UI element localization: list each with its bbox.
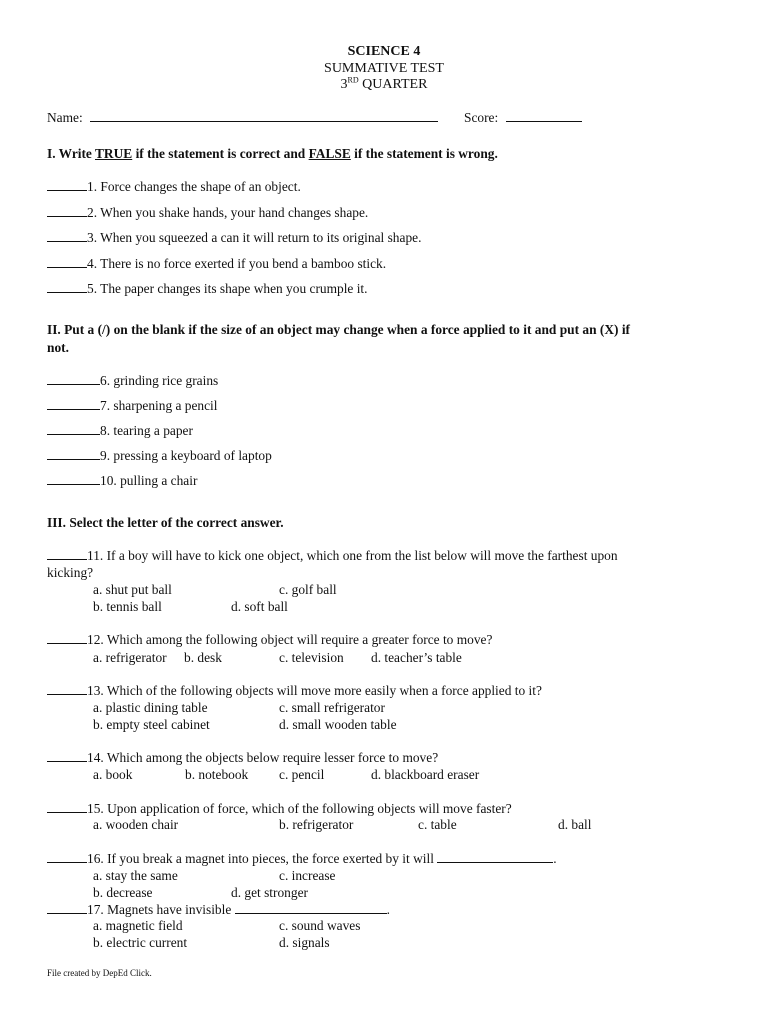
choice-d: d. signals [279, 935, 330, 950]
score-label: Score: [464, 110, 499, 125]
name-blank[interactable] [90, 110, 438, 122]
list-item: 4. There is no force exerted if you bend a bamboo stick. [47, 256, 386, 272]
answer-blank[interactable] [47, 548, 87, 560]
list-item: 8. tearing a paper [47, 423, 193, 439]
list-item: 3. When you squeezed a can it will return to its original shape. [47, 230, 421, 246]
list-item: 5. The paper changes its shape when you crumple it. [47, 281, 368, 297]
choice-b: b. desk [184, 650, 222, 665]
quarter-label: 3RD QUARTER [340, 75, 428, 92]
footer-credit: File created by DepEd Click. [47, 968, 152, 978]
fill-in-blank[interactable] [235, 902, 387, 914]
section2-heading-line1: II. Put a (/) on the blank if the size of an object may change when a force applied to it and put an (X) if [47, 322, 630, 337]
choice-d: d. ball [558, 817, 592, 832]
score-row [464, 110, 582, 126]
choice-d: d. blackboard eraser [371, 767, 480, 782]
choice-b: b. notebook [185, 767, 249, 782]
list-item: 10. pulling a chair [47, 473, 197, 489]
answer-blank[interactable] [47, 902, 87, 914]
answer-blank[interactable] [47, 205, 87, 217]
choice-c: c. sound waves [279, 918, 361, 933]
page-subtitle: SUMMATIVE TEST [324, 61, 444, 76]
question-15: 15. Upon application of force, which of the following objects will move faster? [47, 801, 512, 817]
answer-blank[interactable] [47, 281, 87, 293]
list-item: 7. sharpening a pencil [47, 398, 218, 414]
choice-c: c. television [279, 650, 344, 665]
choice-a: a. wooden chair [93, 817, 179, 832]
question-11-cont: kicking? [47, 565, 94, 580]
choice-d: d. small wooden table [279, 717, 397, 732]
answer-blank[interactable] [47, 373, 100, 385]
choice-a: a. shut put ball [93, 582, 172, 597]
page-title: SCIENCE 4 [347, 44, 421, 59]
question-16: 16. If you break a magnet into pieces, the force exerted by it will . [47, 851, 557, 867]
answer-blank[interactable] [47, 801, 87, 813]
question-12: 12. Which among the following object will require a greater force to move? [47, 632, 492, 648]
choice-c: c. small refrigerator [279, 700, 385, 715]
section1-heading: I. Write TRUE if the statement is correct and FALSE if the statement is wrong. [47, 146, 498, 161]
choice-b: b. refrigerator [279, 817, 354, 832]
choice-d: d. get stronger [231, 885, 308, 900]
list-item: 9. pressing a keyboard of laptop [47, 448, 272, 464]
answer-blank[interactable] [47, 230, 87, 242]
choice-b: b. tennis ball [93, 599, 162, 614]
choice-c: c. golf ball [279, 582, 337, 597]
answer-blank[interactable] [47, 632, 87, 644]
list-item: 2. When you shake hands, your hand changes shape. [47, 205, 368, 221]
choice-d: d. teacher’s table [371, 650, 462, 665]
choice-c: c. table [418, 817, 457, 832]
section2-heading-line2: not. [47, 340, 69, 355]
answer-blank[interactable] [47, 423, 100, 435]
choice-b: b. decrease [93, 885, 153, 900]
score-blank[interactable] [506, 110, 582, 122]
choice-a: a. stay the same [93, 868, 178, 883]
answer-blank[interactable] [47, 179, 87, 191]
choice-d: d. soft ball [231, 599, 288, 614]
choice-a: a. refrigerator [93, 650, 167, 665]
question-14: 14. Which among the objects below require lesser force to move? [47, 750, 438, 766]
name-label: Name: [47, 110, 83, 125]
answer-blank[interactable] [47, 473, 100, 485]
question-17: 17. Magnets have invisible . [47, 902, 390, 918]
question-11: 11. If a boy will have to kick one object, which one from the list below will move the farthest upon [47, 548, 618, 564]
choice-c: c. pencil [279, 767, 325, 782]
answer-blank[interactable] [47, 256, 87, 268]
list-item: 1. Force changes the shape of an object. [47, 179, 301, 195]
section3-heading: III. Select the letter of the correct answer. [47, 515, 284, 530]
choice-b: b. empty steel cabinet [93, 717, 210, 732]
answer-blank[interactable] [47, 398, 100, 410]
answer-blank[interactable] [47, 750, 87, 762]
list-item: 6. grinding rice grains [47, 373, 218, 389]
choice-a: a. plastic dining table [93, 700, 208, 715]
answer-blank[interactable] [47, 683, 87, 695]
choice-b: b. electric current [93, 935, 188, 950]
answer-blank[interactable] [47, 448, 100, 460]
choice-a: a. book [93, 767, 133, 782]
question-13: 13. Which of the following objects will move more easily when a force applied to it? [47, 683, 542, 699]
choice-c: c. increase [279, 868, 336, 883]
name-row [47, 110, 438, 126]
fill-in-blank[interactable] [437, 851, 553, 863]
choice-a: a. magnetic field [93, 918, 183, 933]
answer-blank[interactable] [47, 851, 87, 863]
